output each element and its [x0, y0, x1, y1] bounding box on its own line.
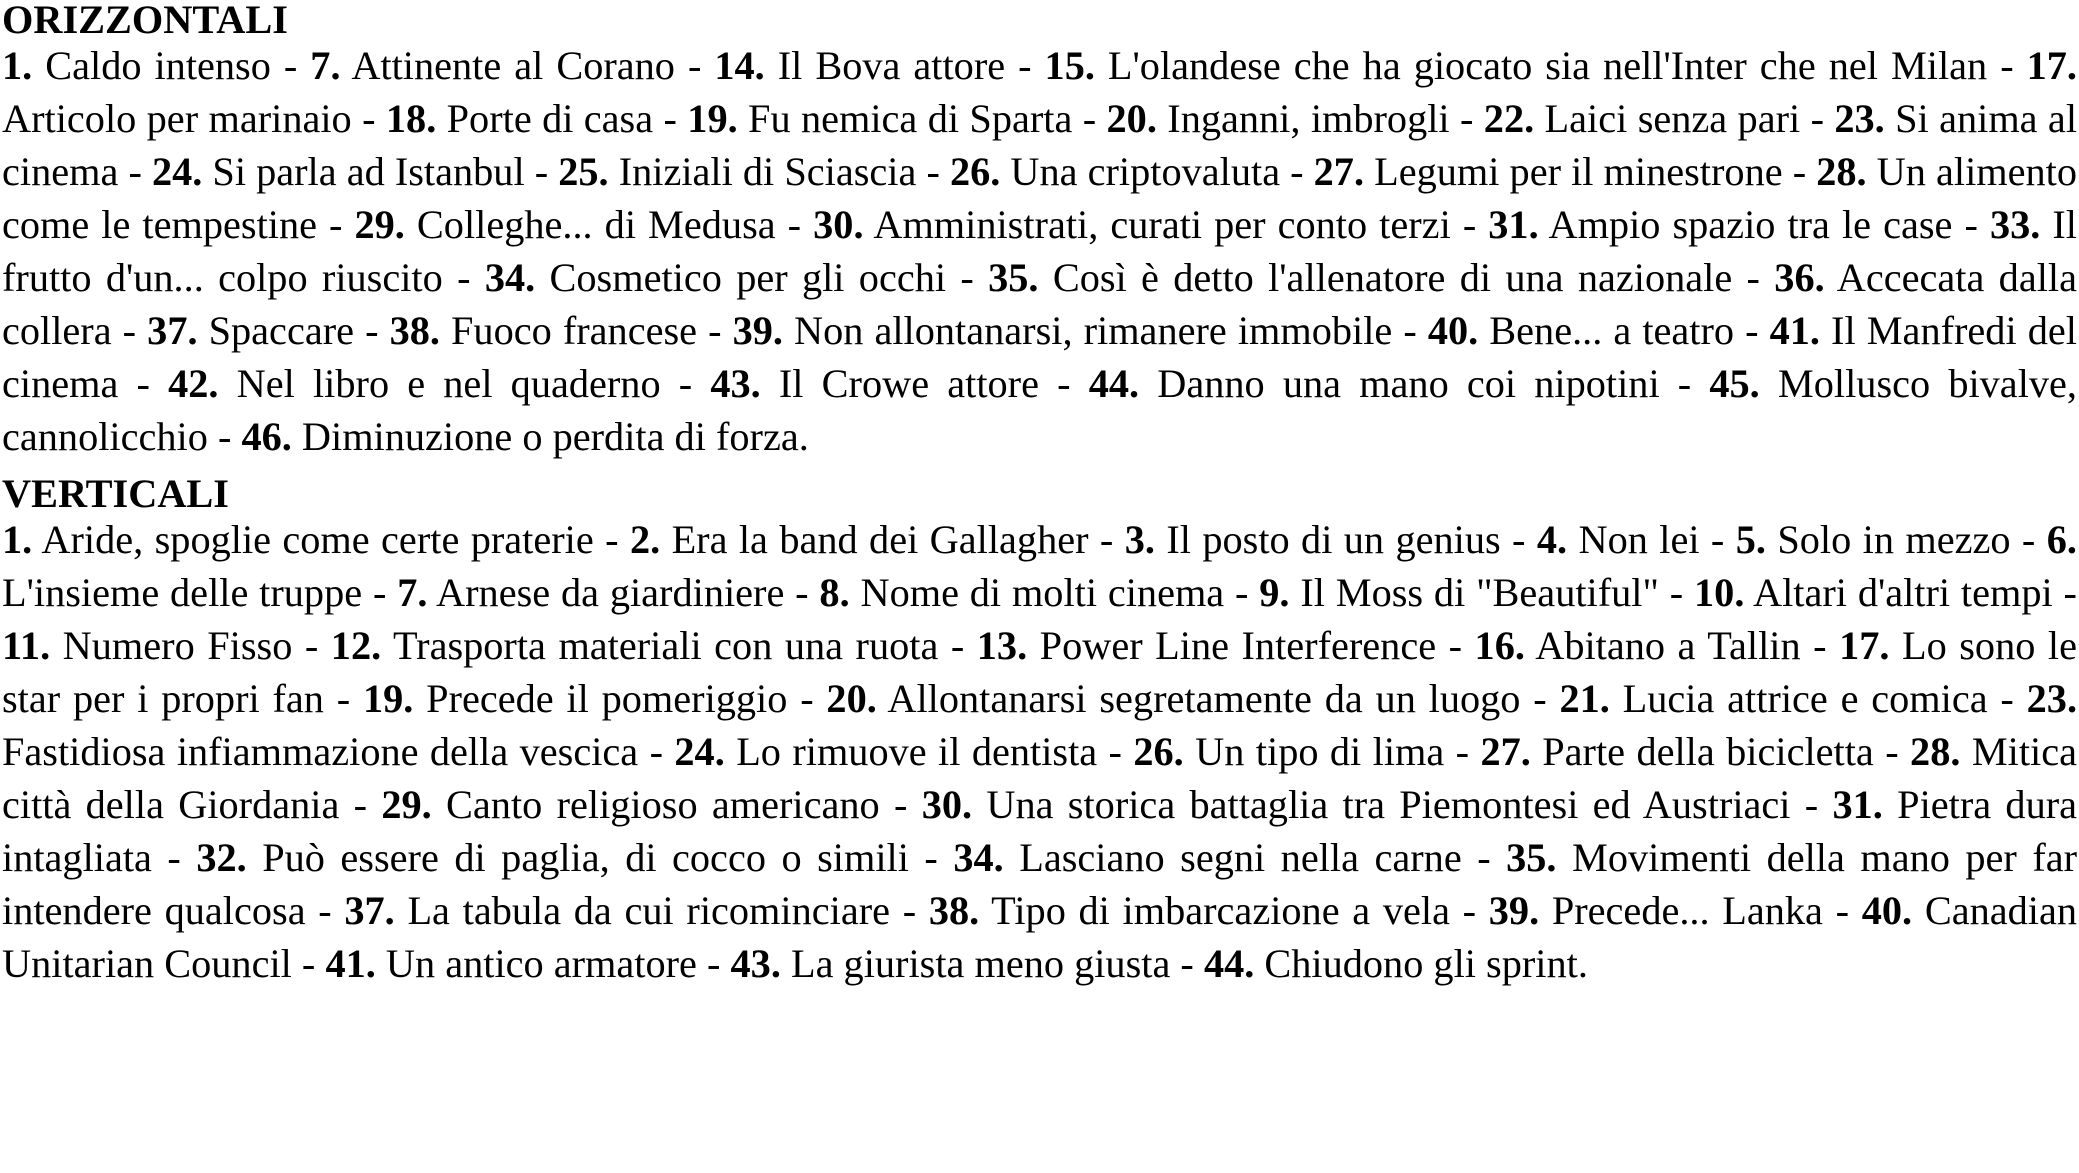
- clue-item: [1480, 729, 1873, 774]
- clue-text: Può essere di paglia, di cocco o simili: [262, 835, 909, 880]
- clue-number: 24.: [674, 729, 725, 774]
- clue-text: Nome di molti cinema: [860, 570, 1225, 615]
- clue-item: [1694, 570, 2053, 615]
- clue-text: Danno una mano coi nipotini: [1157, 361, 1660, 406]
- clue-text: Nel libro e nel quaderno: [236, 361, 661, 406]
- clue-text: Precede... Lanka: [1551, 888, 1823, 933]
- clue-item: [152, 149, 525, 194]
- clue-number: 33.: [1989, 202, 2041, 247]
- clue-number: 39.: [1488, 888, 1540, 933]
- clue-item: [241, 414, 808, 459]
- clue-item: [714, 43, 1005, 88]
- clue-item: [386, 96, 653, 141]
- clue-item: [922, 782, 1791, 827]
- clue-item: [381, 782, 879, 827]
- clue-item: [710, 361, 1039, 406]
- clue-number: 19.: [362, 676, 414, 721]
- clue-number: 20.: [1106, 96, 1157, 141]
- clue-number: 35.: [988, 255, 1039, 300]
- clue-number: 44.: [1088, 361, 1140, 406]
- clue-number: 11.: [2, 623, 51, 668]
- clue-number: 19.: [687, 96, 738, 141]
- clue-item: [397, 570, 784, 615]
- clue-text: Solo in mezzo: [1777, 517, 2011, 562]
- clue-list-orizzontali: 1. Caldo intenso - 7. Attinente al Corano - 14. Il Bova attore - 15. L'olandese che ha giocato sia nell'Inter che nel Milan - 17. Articolo per marinaio - 18. Porte di casa - 19. Fu nemica di Sparta - 20. Inganni, imbrogli - 22. Laici senza pari - 23. Si anima al cinema - 24. Si parla ad Istanbul - 25. Iniziali di Sciascia - 26. Una criptovaluta - 27. Legumi per il minestrone - 28. Un alimento come le tempestine - 29. Colleghe... di Medusa - 30. Amministrati, curati per conto terzi - 31. Ampio spazio tra le case - 33. Il frutto d'un... colpo riuscito - 34. Cosmetico per gli occhi - 35. Così è detto l'allenatore di una nazionale - 36. Accecata dalla collera - 37. Spaccare - 38. Fuoco francese - 39. Non allontanarsi, rimanere immobile - 40. Bene... a teatro - 41. Il Manfredi del cinema - 42. Nel libro e nel quaderno - 43. Il Crowe attore - 44. Danno una mano coi nipotini - 45. Mollusco bivalve, cannolicchio - 46. Diminuzione o perdita di forza.: [2, 43, 2078, 459]
- clue-text: Lasciano segni nella carne: [1019, 835, 1462, 880]
- clue-item: [2, 517, 594, 562]
- clue-item: [1428, 308, 1734, 353]
- clue-number: 29.: [354, 202, 405, 247]
- clue-text: Lucia attrice e comica: [1622, 676, 1988, 721]
- clue-number: 27.: [1313, 149, 1365, 194]
- clue-text: Non allontanarsi, rimanere immobile: [794, 308, 1393, 353]
- clue-number: 12.: [330, 623, 382, 668]
- clue-text: Bene... a teatro: [1489, 308, 1735, 353]
- clue-text: Accecata dalla collera: [2, 255, 2077, 353]
- clue-number: 1.: [2, 517, 33, 562]
- clue-number: 41.: [1769, 308, 1820, 353]
- clue-text: Cosmetico per gli occhi: [549, 255, 947, 300]
- clue-item: [147, 308, 354, 353]
- clue-text: Canto religioso americano: [446, 782, 880, 827]
- clue-text: Colleghe... di Medusa: [416, 202, 776, 247]
- clue-text: Fastidiosa infiammazione della vescica: [2, 729, 639, 774]
- clue-text: Il Moss di "Beautiful": [1300, 570, 1659, 615]
- clue-text: Canadian Unitarian Council: [2, 888, 2077, 986]
- clue-item: [977, 623, 1436, 668]
- section-title-orizzontali: ORIZZONTALI: [2, 0, 288, 42]
- clue-number: 40.: [1861, 888, 1913, 933]
- clue-number: 4.: [1536, 517, 1568, 562]
- clue-text: Si anima al cinema: [2, 96, 2078, 194]
- clue-text: Mitica città della Giordania: [2, 729, 2078, 827]
- clue-text: Inganni, imbrogli: [1167, 96, 1450, 141]
- clue-number: 31.: [1832, 782, 1883, 827]
- clue-text: Così è detto l'allenatore di una nazionale: [1052, 255, 1733, 300]
- clue-text: Numero Fisso: [62, 623, 293, 668]
- clue-list-verticali: 1. Aride, spoglie come certe praterie - 2. Era la band dei Gallagher - 3. Il posto di un genius - 4. Non lei - 5. Solo in mezzo - 6. L'insieme delle truppe - 7. Arnese da giardiniere - 8. Nome di molti cinema - 9. Il Moss di "Beautiful" - 10. Altari d'altri tempi - 11. Numero Fisso - 12. Trasporta materiali con una ruota - 13. Power Line Interference - 16. Abitano a Tallin - 17. Lo sono le star per i propri fan - 19. Precede il pomeriggio - 20. Allontanarsi segretamente da un luogo - 21. Lucia attrice e comica - 23. Fastidiosa infiammazione della vescica - 24. Lo rimuove il dentista - 26. Un tipo di lima - 27. Parte della bicicletta - 28. Mitica città della Giordania - 29. Canto religioso americano - 30. Una storica battaglia tra Piemontesi ed Austriaci - 31. Pietra dura intagliata - 32. Può essere di paglia, di cocco o simili - 34. Lasciano segni nella carne - 35. Movimenti della mano per far intendere qualcosa - 37. La tabula da cui ricominciare - 38. Tipo di imbarcazione a vela - 39. Precede... Lanka - 40. Canadian Unitarian Council - 41. Un antico armatore - 43. La giurista meno giusta - 44. Chiudono gli sprint.: [2, 517, 2078, 986]
- clue-text: Non lei: [1578, 517, 1700, 562]
- clue-item: [1559, 676, 1987, 721]
- clue-text: Una criptovaluta: [1010, 149, 1281, 194]
- clue-number: 30.: [921, 782, 973, 827]
- clue-number: 5.: [1735, 517, 1766, 562]
- clue-text: L'olandese che ha giocato sia nell'Inter che nel Milan: [1107, 43, 1988, 88]
- clue-text: Caldo intenso: [45, 43, 271, 88]
- clue-text: Amministrati, curati per conto terzi: [873, 202, 1451, 247]
- clue-item: [390, 308, 697, 353]
- clue-number: 8.: [819, 570, 850, 615]
- clue-text: Il Bova attore: [777, 43, 1006, 88]
- clue-number: 40.: [1427, 308, 1479, 353]
- clue-text: Pietra dura intagliata: [2, 782, 2078, 880]
- clue-number: 17.: [2026, 43, 2077, 88]
- clue-text: Fuoco francese: [451, 308, 698, 353]
- clue-item: [485, 255, 946, 300]
- clue-item: [2, 623, 292, 668]
- clue-number: 23.: [2026, 676, 2078, 721]
- clue-number: 38.: [928, 888, 980, 933]
- clue-text: Legumi per il minestrone: [1374, 149, 1783, 194]
- clue-number: 14.: [714, 43, 765, 88]
- clue-text: Era la band dei Gallagher: [671, 517, 1089, 562]
- clue-item: [344, 888, 890, 933]
- crossword-clues-page: [2, 0, 2077, 990]
- clue-number: 39.: [732, 308, 783, 353]
- clue-number: 29.: [381, 782, 432, 827]
- clue-text: Aride, spoglie come certe praterie: [41, 517, 594, 562]
- clue-text: La tabula da cui ricominciare: [407, 888, 891, 933]
- section-verticali: [2, 471, 2078, 990]
- clue-item: [953, 835, 1461, 880]
- clue-item: [558, 149, 916, 194]
- clue-item: [1133, 729, 1444, 774]
- clue-item: [1489, 888, 1823, 933]
- clue-number: 3.: [1124, 517, 1155, 562]
- clue-number: 43.: [710, 361, 761, 406]
- clue-item: [1045, 43, 1988, 88]
- clue-number: 9.: [1259, 570, 1290, 615]
- clue-item: [687, 96, 1072, 141]
- section-title-verticali: VERTICALI: [2, 471, 229, 516]
- clue-item: [1314, 149, 1783, 194]
- clue-item: [1107, 96, 1450, 141]
- clue-text: Diminuzione o perdita di forza.: [301, 414, 809, 459]
- clue-item: [630, 517, 1089, 562]
- clue-text: Iniziali di Sciascia: [618, 149, 917, 194]
- clue-number: 13.: [976, 623, 1028, 668]
- clue-number: 24.: [151, 149, 203, 194]
- clue-item: [813, 202, 1451, 247]
- clue-text: Porte di casa: [446, 96, 654, 141]
- clue-number: 10.: [1694, 570, 1745, 615]
- clue-text: Il posto di un genius: [1166, 517, 1501, 562]
- clue-text: Tipo di imbarcazione a vela: [991, 888, 1450, 933]
- clue-item: [1475, 623, 1801, 668]
- clue-text: Lo sono le star per i propri fan: [2, 623, 2077, 721]
- clue-text: Arnese da giardiniere: [436, 570, 785, 615]
- clue-item: [1484, 96, 1800, 141]
- clue-number: 27.: [1480, 729, 1531, 774]
- clue-item: [1125, 517, 1501, 562]
- clue-text: Spaccare: [208, 308, 355, 353]
- clue-number: 42.: [168, 361, 219, 406]
- clue-item: [950, 149, 1280, 194]
- clue-item: [819, 570, 1224, 615]
- clue-item: [363, 676, 787, 721]
- clue-item: [1488, 202, 1952, 247]
- clue-number: 35.: [1506, 835, 1557, 880]
- clue-number: 34.: [484, 255, 536, 300]
- clue-number: 26.: [1133, 729, 1184, 774]
- clue-number: 28.: [1816, 149, 1867, 194]
- clue-number: 6.: [2046, 517, 2077, 562]
- clue-item: [733, 308, 1393, 353]
- clue-number: 2.: [629, 517, 661, 562]
- clue-text: Abitano a Tallin: [1535, 623, 1801, 668]
- clue-text: Altari d'altri tempi: [1753, 570, 2053, 615]
- clue-text: Un tipo di lima: [1195, 729, 1445, 774]
- clue-text: Power Line Interference: [1039, 623, 1437, 668]
- clue-item: [1089, 361, 1660, 406]
- clue-text: Attinente al Corano: [351, 43, 675, 88]
- clue-text: Una storica battaglia tra Piemontesi ed Austriaci: [986, 782, 1791, 827]
- clue-number: 46.: [241, 414, 292, 459]
- clue-number: 16.: [1474, 623, 1525, 668]
- clue-item: [929, 888, 1450, 933]
- clue-item: [731, 941, 1171, 986]
- clue-text: Ampio spazio tra le case: [1548, 202, 1953, 247]
- clue-item: [168, 361, 661, 406]
- clue-number: 45.: [1709, 361, 1760, 406]
- clue-number: 37.: [147, 308, 198, 353]
- clue-number: 41.: [325, 941, 376, 986]
- clue-text: Il Crowe attore: [778, 361, 1039, 406]
- clue-text: Un alimento come le tempestine: [2, 149, 2077, 247]
- clue-item: [988, 255, 1732, 300]
- clue-number: 43.: [730, 941, 781, 986]
- clue-number: 31.: [1488, 202, 1539, 247]
- clue-number: 21.: [1559, 676, 1610, 721]
- clue-text: Movimenti della mano per far intendere qualcosa: [2, 835, 2078, 933]
- clue-number: 25.: [558, 149, 609, 194]
- clue-item: [2, 43, 271, 88]
- clue-number: 22.: [1483, 96, 1535, 141]
- clue-number: 32.: [196, 835, 247, 880]
- clue-item: [310, 43, 675, 88]
- clue-text: Un antico armatore: [385, 941, 697, 986]
- clue-text: La giurista meno giusta: [790, 941, 1171, 986]
- clue-text: Parte della bicicletta: [1542, 729, 1874, 774]
- clue-number: 17.: [1839, 623, 1890, 668]
- clue-item: [1204, 941, 1588, 986]
- clue-number: 30.: [813, 202, 864, 247]
- clue-item: [1537, 517, 1700, 562]
- clue-text: Chiudono gli sprint.: [1264, 941, 1588, 986]
- clue-text: L'insieme delle truppe: [2, 570, 363, 615]
- clue-text: Lo rimuove il dentista: [736, 729, 1098, 774]
- clue-number: 38.: [389, 308, 440, 353]
- clue-text: Si parla ad Istanbul: [212, 149, 525, 194]
- clue-text: Laici senza pari: [1544, 96, 1801, 141]
- clue-text: Mollusco bivalve, cannolicchio: [2, 361, 2077, 459]
- clue-number: 15.: [1044, 43, 1095, 88]
- clue-number: 1.: [2, 43, 33, 88]
- clue-item: [196, 835, 909, 880]
- clue-number: 23.: [1834, 96, 1885, 141]
- clue-item: [674, 729, 1097, 774]
- clue-text: Fu nemica di Sparta: [748, 96, 1073, 141]
- clue-number: 44.: [1203, 941, 1255, 986]
- clue-number: 36.: [1774, 255, 1825, 300]
- clue-number: 7.: [310, 43, 341, 88]
- clue-text: Allontanarsi segretamente da un luogo: [887, 676, 1521, 721]
- clue-text: Articolo per marinaio: [2, 96, 352, 141]
- clue-item: [331, 623, 939, 668]
- clue-number: 28.: [1910, 729, 1961, 774]
- clue-item: [1259, 570, 1659, 615]
- clue-text: Il frutto d'un... colpo riuscito: [2, 202, 2077, 300]
- clue-text: Trasporta materiali con una ruota: [392, 623, 939, 668]
- clue-item: [826, 676, 1520, 721]
- clue-number: 18.: [385, 96, 437, 141]
- clue-number: 26.: [949, 149, 1001, 194]
- clue-text: Il Manfredi del cinema: [2, 308, 2077, 406]
- section-orizzontali: [2, 0, 2077, 463]
- clue-number: 37.: [344, 888, 395, 933]
- clue-number: 34.: [953, 835, 1004, 880]
- clue-text: Precede il pomeriggio: [426, 676, 788, 721]
- clue-item: [355, 202, 776, 247]
- clue-number: 20.: [826, 676, 877, 721]
- clue-item: [1736, 517, 2011, 562]
- clue-number: 7.: [397, 570, 428, 615]
- clue-item: [325, 941, 697, 986]
